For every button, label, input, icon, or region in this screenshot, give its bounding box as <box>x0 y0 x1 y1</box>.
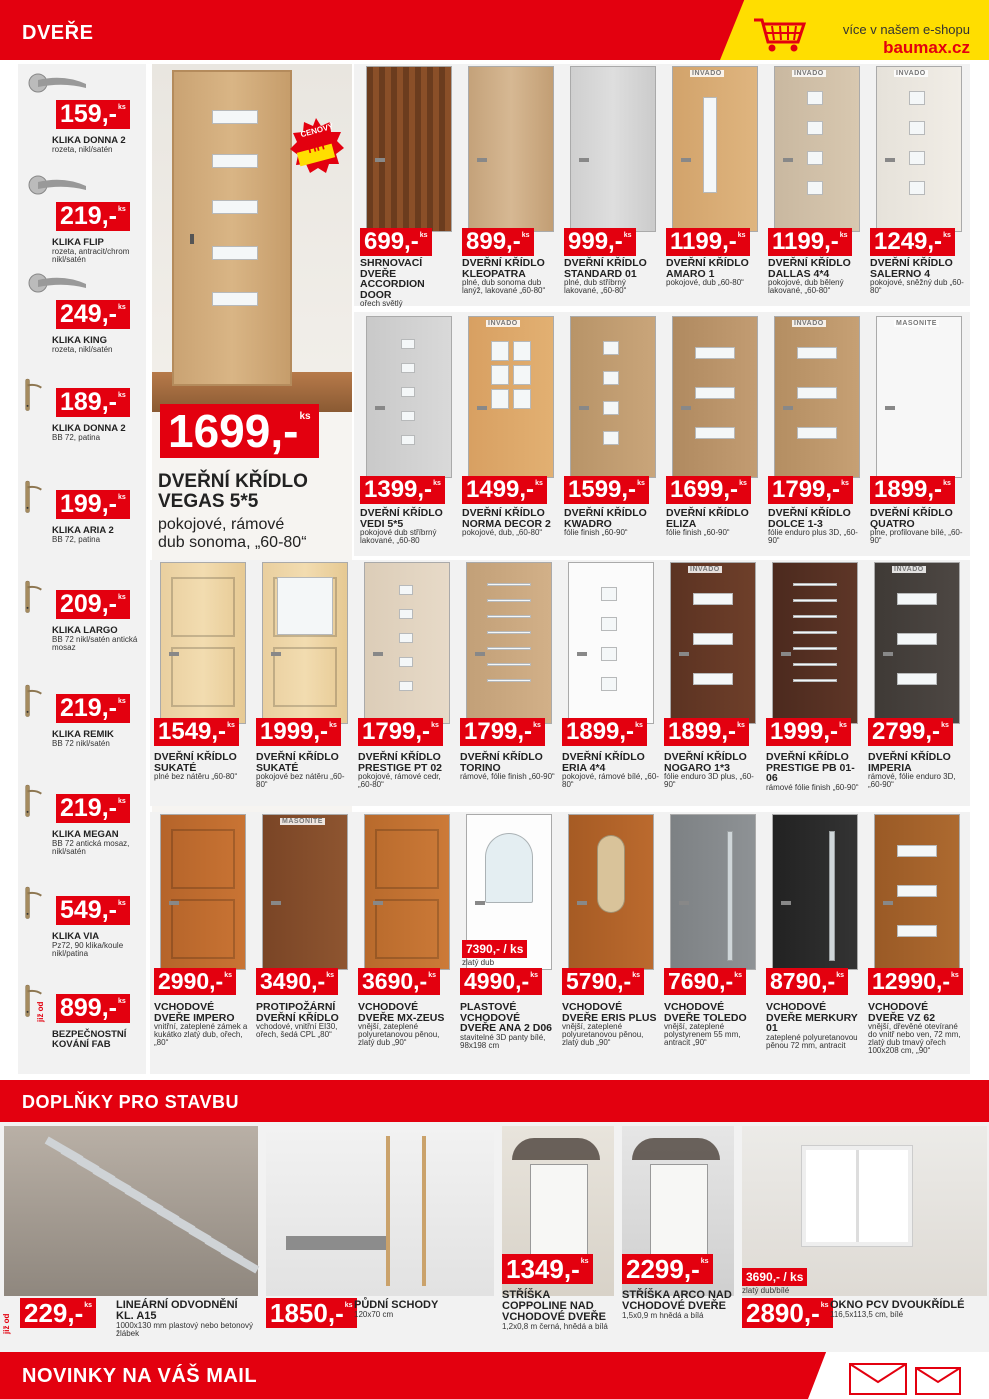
accessory-name: LINEÁRNÍ ODVODNĚNÍ KL. A15 1000x130 mm plastový nebo betonový žlábek <box>116 1299 253 1338</box>
handle-name: KLIKA LARGO BB 72 nikl/satén antická mosaz <box>52 625 138 653</box>
door-name: DVEŘNÍ KŘÍDLO SUKATÉ plné bez nátěru „60-80“ <box>154 751 238 781</box>
door-name: DVEŘNÍ KŘÍDLO ELIZA fólie finish „60-90“ <box>666 507 749 537</box>
door-name: PLASTOVÉ VCHODOVÉ DVEŘE ANA 2 D06 stavitelné 3D panty bílé, 98x198 cm <box>460 1001 552 1050</box>
door-price: 3690,- ks <box>358 968 440 995</box>
door-price: 7690,- ks <box>664 968 746 995</box>
accessory-price: 229,- ks <box>20 1298 96 1328</box>
handle-price: 189,- ks <box>56 388 130 417</box>
door-price: 1799,- ks <box>460 718 545 746</box>
brand-logo: INVADO <box>690 566 720 573</box>
door-handle-icon <box>24 68 90 103</box>
accessory-name: STŘÍŠKA ARCO NAD VCHODOVÉ DVEŘE 1,5x0,9 m hnědá a bílá <box>622 1289 732 1320</box>
handle-item[interactable] <box>18 556 146 654</box>
door-image[interactable] <box>672 316 758 478</box>
brand-logo: MASONITE <box>896 320 937 327</box>
door-name: VCHODOVÉ DVEŘE MERKURY 01 zateplené polyuretanovou pěnou 72 mm, antracit <box>766 1001 858 1050</box>
handle-name: KLIKA ARIA 2 BB 72, patina <box>52 525 114 544</box>
email-envelope-icon[interactable] <box>846 1360 966 1396</box>
door-image[interactable] <box>366 316 452 478</box>
eshop-link[interactable]: baumax.cz <box>883 38 970 57</box>
door-handle-icon <box>24 356 50 441</box>
handle-item[interactable] <box>18 960 146 1058</box>
door-handle-icon <box>24 170 90 205</box>
door-name: SHRNOVACÍ DVEŘE ACCORDION DOOR ořech světlý <box>360 257 425 308</box>
handle-price: 219,- ks <box>56 694 130 723</box>
door-image[interactable] <box>772 562 858 724</box>
accessory-image[interactable] <box>4 1126 258 1296</box>
door-price: 1899,- ks <box>562 718 647 746</box>
accessory-price: 2890,- ks <box>742 1298 833 1328</box>
door-name: VCHODOVÉ DVEŘE ERIS PLUS vnější, zateplené polyuretanovou pěnou, zlatý dub „90“ <box>562 1001 657 1047</box>
door-name: DVEŘNÍ KŘÍDLO ERIA 4*4 pokojové, rámové bílé, „60-80“ <box>562 751 659 789</box>
door-price: 1249,- ks <box>870 228 955 256</box>
door-price: 899,- ks <box>462 228 534 256</box>
feature-price: 1699,- ks <box>160 404 319 458</box>
door-name: DVEŘNÍ KŘÍDLO PRESTIGE PT 02 pokojové, rámové cedr, „60-80“ <box>358 751 443 789</box>
door-name: DVEŘNÍ KŘÍDLO IMPERIA rámové, fólie enduro 3D, „60-90“ <box>868 751 956 789</box>
door-name: DVEŘNÍ KŘÍDLO SALERNO 4 pokojové, sněžný dub „60-80“ <box>870 257 964 295</box>
handle-item[interactable] <box>18 862 146 960</box>
door-price: 999,- ks <box>564 228 636 256</box>
door-name: VCHODOVÉ DVEŘE VZ 62 vnější, dřevěné otevírané do vnitř nebo ven, 72 mm, zlatý dub tmavý ořech 100x208 cm, „90“ <box>868 1001 961 1055</box>
feature-door-image <box>172 70 292 386</box>
door-handle-icon <box>24 268 90 303</box>
handle-price: 549,- ks <box>56 896 130 925</box>
door-image[interactable] <box>160 814 246 970</box>
handle-item[interactable] <box>18 168 146 266</box>
feature-name: DVEŘNÍ KŘÍDLO VEGAS 5*5 <box>158 471 308 512</box>
door-price: 5790,- ks <box>562 968 644 995</box>
door-image[interactable] <box>570 316 656 478</box>
door-name: VCHODOVÉ DVEŘE MX-ZEUS vnější, zateplené polyuretanovou pěnou, zlatý dub „90“ <box>358 1001 445 1047</box>
handle-price: 219,- ks <box>56 202 130 231</box>
door-image[interactable] <box>366 66 452 232</box>
door-price: 1549,- ks <box>154 718 239 746</box>
page-title: DVEŘE <box>22 22 94 44</box>
door-handle-icon <box>24 762 50 847</box>
door-price: 1599,- ks <box>564 476 649 504</box>
old-price: 3690,- / ks <box>742 1268 807 1286</box>
door-name: VCHODOVÉ DVEŘE TOLEDO vnější, zateplené polystyrenem 55 mm, antracit „90“ <box>664 1001 747 1047</box>
handle-price: 249,- ks <box>56 300 130 329</box>
door-price: 1999,- ks <box>766 718 851 746</box>
handle-name: KLIKA DONNA 2 rozeta, nikl/satén <box>52 135 126 154</box>
price-prefix: již od <box>2 1313 11 1334</box>
accessory-price: 1349,- ks <box>502 1254 593 1284</box>
door-name: DVEŘNÍ KŘÍDLO NOGARO 1*3 fólie enduro 3D plus, „60-90“ <box>664 751 754 789</box>
door-image[interactable] <box>364 814 450 970</box>
handle-item[interactable] <box>18 354 146 452</box>
door-price: 2799,- ks <box>868 718 953 746</box>
door-image[interactable] <box>774 66 860 232</box>
door-handle-icon <box>24 558 50 643</box>
badge-label: CENOVÝ <box>299 121 335 140</box>
door-name: DVEŘNÍ KŘÍDLO QUATRO plne, profilovane bílé, „60-90“ <box>870 507 963 545</box>
handle-name: KLIKA FLIP rozeta, antracit/chrom nikl/satén <box>52 237 130 265</box>
handle-name: KLIKA KING rozeta, nikl/satén <box>52 335 113 354</box>
price-prefix: již od <box>36 1001 45 1022</box>
accessory-price: 2299,- ks <box>622 1254 713 1284</box>
handle-item[interactable] <box>18 66 146 164</box>
handle-name: BEZPEČNOSTNÍ KOVÁNÍ FAB <box>52 1029 127 1050</box>
brand-logo: INVADO <box>794 70 824 77</box>
shopping-cart-icon[interactable] <box>752 14 808 54</box>
door-name: DVEŘNÍ KŘÍDLO DOLCE 1-3 fólie enduro plus 3D, „60-90“ <box>768 507 858 545</box>
door-image[interactable] <box>672 66 758 232</box>
door-image[interactable] <box>468 316 554 478</box>
door-price: 1199,- ks <box>768 228 852 256</box>
door-price: 1399,- ks <box>360 476 445 504</box>
door-name: PROTIPOŽÁRNÍ DVEŘNÍ KŘÍDLO vchodové, vnitřní EI30, ořech, šedá CPL „80“ <box>256 1001 339 1039</box>
door-price: 1999,- ks <box>256 718 341 746</box>
door-image[interactable] <box>570 66 656 232</box>
door-image[interactable] <box>468 66 554 232</box>
brand-logo: MASONITE <box>282 818 323 825</box>
door-image[interactable] <box>874 814 960 970</box>
door-handle-icon <box>24 864 50 949</box>
door-price: 1499,- ks <box>462 476 547 504</box>
old-price-note: zlatý dub/bílé <box>742 1286 790 1295</box>
handle-price: 199,- ks <box>56 490 130 519</box>
door-price: 12990,- ks <box>868 968 963 995</box>
door-price: 1199,- ks <box>666 228 750 256</box>
handle-price: 209,- ks <box>56 590 130 619</box>
brand-logo: INVADO <box>692 70 722 77</box>
door-price: 1699,- ks <box>666 476 751 504</box>
door-image[interactable] <box>568 814 654 970</box>
door-image[interactable] <box>772 814 858 970</box>
handle-item[interactable] <box>18 266 146 364</box>
handle-item[interactable] <box>18 760 146 858</box>
door-name: DVEŘNÍ KŘÍDLO DALLAS 4*4 pokojové, dub bělený lakované, „60-80“ <box>768 257 851 295</box>
door-name: DVEŘNÍ KŘÍDLO KLEOPATRA plné, dub sonoma dub lanýž, lakované „60-80“ <box>462 257 546 295</box>
accessory-name: OKNO PCV DVOUKŘÍDLÉ 116,5x113,5 cm, bílé <box>830 1299 965 1319</box>
door-name: DVEŘNÍ KŘÍDLO AMARO 1 pokojové, dub „60-80“ <box>666 257 749 287</box>
badge-hit: HIT <box>305 137 329 157</box>
door-image[interactable] <box>160 562 246 724</box>
door-price: 3490,- ks <box>256 968 338 995</box>
handle-item[interactable] <box>18 456 146 554</box>
door-price: 8790,- ks <box>766 968 848 995</box>
accessory-image[interactable] <box>266 1126 494 1296</box>
door-price: 1799,- ks <box>358 718 443 746</box>
brand-logo: INVADO <box>896 70 926 77</box>
door-image[interactable] <box>262 814 348 970</box>
door-price: 1899,- ks <box>870 476 955 504</box>
brand-logo: INVADO <box>488 320 518 327</box>
handle-price: 899,- ks <box>56 994 130 1023</box>
handle-name: KLIKA MEGAN BB 72 antická mosaz, nikl/satén <box>52 829 130 857</box>
door-image[interactable] <box>670 814 756 970</box>
door-name: DVEŘNÍ KŘÍDLO TORINO rámové, fólie finish „60-90“ <box>460 751 555 781</box>
door-image[interactable] <box>262 562 348 724</box>
handle-name: KLIKA DONNA 2 BB 72, patina <box>52 423 126 442</box>
door-price: 699,- ks <box>360 228 432 256</box>
brand-logo: INVADO <box>794 320 824 327</box>
door-price: 4990,- ks <box>460 968 542 995</box>
old-price-note: zlatý dub <box>462 958 495 967</box>
door-image[interactable] <box>670 562 756 724</box>
door-name: DVEŘNÍ KŘÍDLO SUKATÉ pokojové bez nátěru „60-80“ <box>256 751 345 789</box>
accessory-name: STŘÍŠKA COPPOLINE NAD VCHODOVÉ DVEŘE 1,2x0,8 m černá, hnědá a bílá <box>502 1289 608 1331</box>
door-image[interactable] <box>874 562 960 724</box>
brand-logo: INVADO <box>894 566 924 573</box>
door-name: DVEŘNÍ KŘÍDLO STANDARD 01 plné, dub stříbrný lakované, „60-80“ <box>564 257 647 295</box>
door-handle-icon <box>24 458 50 543</box>
eshop-text: více v našem e-shopu <box>842 22 970 37</box>
feature-desc: pokojové, rámové dub sonoma, „60-80“ <box>158 516 307 551</box>
door-name: DVEŘNÍ KŘÍDLO VEDI 5*5 pokojové dub stříbrný lakované, „60-80 <box>360 507 443 545</box>
accessory-price: 1850,- ks <box>266 1298 357 1328</box>
old-price: 7390,- / ks <box>462 940 527 958</box>
door-image[interactable] <box>876 66 962 232</box>
door-price: 2990,- ks <box>154 968 236 995</box>
handle-name: KLIKA REMIK BB 72 nikl/satén <box>52 729 114 748</box>
newsletter-title[interactable]: NOVINKY NA VÁŠ MAIL <box>22 1365 258 1387</box>
door-image[interactable] <box>774 316 860 478</box>
door-price: 1799,- ks <box>768 476 853 504</box>
door-image[interactable] <box>876 316 962 478</box>
handle-price: 159,- ks <box>56 100 130 129</box>
door-name: DVEŘNÍ KŘÍDLO NORMA DECOR 2 pokojové, dub, „60-80“ <box>462 507 551 537</box>
door-handle-icon <box>24 662 50 747</box>
door-image[interactable] <box>364 562 450 724</box>
door-image[interactable] <box>568 562 654 724</box>
handle-price: 219,- ks <box>56 794 130 823</box>
door-name: DVEŘNÍ KŘÍDLO KWADRO fólie finish „60-90“ <box>564 507 647 537</box>
door-handle-icon <box>190 234 194 244</box>
handle-item[interactable] <box>18 660 146 758</box>
door-image[interactable] <box>466 562 552 724</box>
handle-name: KLIKA VIA Pz72, 90 klika/koule nikl/patina <box>52 931 124 959</box>
accessories-title: DOPLŇKY PRO STAVBU <box>22 1092 240 1112</box>
door-name: VCHODOVÉ DVEŘE IMPERO vnitřní, zateplené zámek a kukátko zlatý dub, ořech,„80“ <box>154 1001 248 1047</box>
door-price: 1899,- ks <box>664 718 749 746</box>
accessory-name: PŮDNÍ SCHODY 120x70 cm <box>354 1299 439 1319</box>
door-name: DVEŘNÍ KŘÍDLO PRESTIGE PB 01-06 rámové fólie finish „60-90“ <box>766 751 859 792</box>
